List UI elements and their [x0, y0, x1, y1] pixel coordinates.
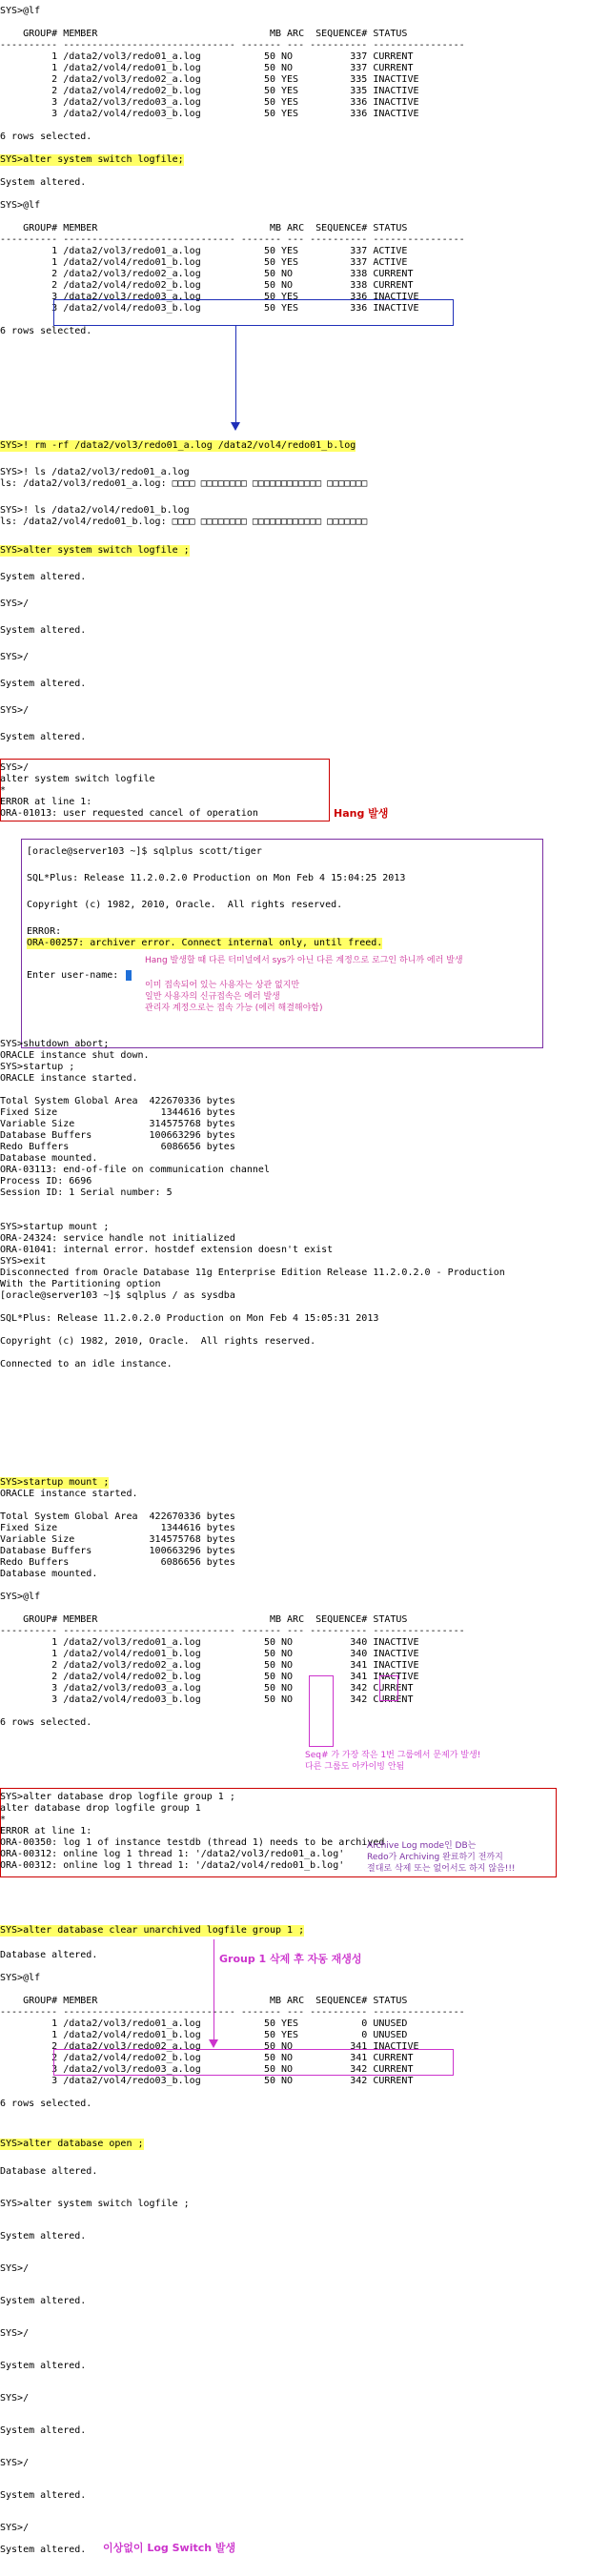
terminal-line: 1 /data2/vol3/redo01_a.log 50 YES 0 UNUSED	[0, 2018, 408, 2029]
terminal-line: GROUP# MEMBER MB ARC SEQUENCE# STATUS	[0, 29, 408, 39]
sqlplus-banner: SQL*Plus: Release 11.2.0.2.0 Production on Mon Feb 4 15:04:25 2013	[27, 873, 406, 883]
terminal-line: 2 /data2/vol3/redo02_a.log 50 NO 341 INACTIVE	[0, 1660, 419, 1671]
terminal-line: ORACLE instance started.	[0, 1489, 138, 1499]
terminal-line: ORA-00312: online log 1 thread 1: '/data2/vol3/redo01_a.log'	[0, 1849, 345, 1859]
terminal-line: Session ID: 1 Serial number: 5	[0, 1187, 173, 1198]
terminal-line: 6 rows selected.	[0, 326, 92, 336]
terminal-line: Total System Global Area 422670336 bytes	[0, 1511, 235, 1522]
ora-00257: ORA-00257: archiver error. Connect internal only, until freed.	[27, 938, 383, 948]
sqlplus-copyright: Copyright (c) 1982, 2010, Oracle. All rights reserved.	[27, 900, 343, 910]
terminal-line: 2 /data2/vol4/redo02_b.log 50 YES 335 INACTIVE	[0, 86, 419, 96]
terminal-line: 1 /data2/vol3/redo01_a.log 50 YES 337 ACTIVE	[0, 246, 408, 256]
terminal-line: ORA-00312: online log 1 thread 1: '/data2/vol4/redo01_b.log'	[0, 1860, 345, 1871]
terminal-line: ORA-01013: user requested cancel of operation	[0, 808, 258, 819]
rm-command: SYS>! rm -rf /data2/vol3/redo01_a.log /data2/vol4/redo01_b.log	[0, 440, 356, 451]
terminal-line: 2 /data2/vol3/redo02_a.log 50 NO 341 INACTIVE	[0, 2041, 419, 2052]
final-note: 이상없이 Log Switch 발생	[103, 2542, 236, 2554]
sqlplus-error: ERROR:	[27, 926, 62, 937]
terminal-line: *	[0, 785, 7, 796]
seq-note: Seq# 가 가장 작은 1번 그룹에서 문제가 발생! 다른 그룹도 아카이빙 안됨	[305, 1751, 481, 1772]
terminal-line: ORA-24324: service handle not initialized	[0, 1233, 235, 1244]
terminal-line: ---------- ------------------------------ ------- --- ---------- ----------------	[0, 40, 465, 51]
ls-output-2: ls: /data2/vol4/redo01_b.log: □□□□ □□□□□□□□ □□□□□□□□□□□□ □□□□□□□	[0, 517, 368, 527]
terminal-line: System altered.	[0, 177, 87, 188]
terminal-line: 3 /data2/vol3/redo03_a.log 50 YES 336 INACTIVE	[0, 97, 419, 108]
terminal-line: GROUP# MEMBER MB ARC SEQUENCE# STATUS	[0, 1614, 408, 1625]
terminal-line: SYS>/	[0, 762, 30, 773]
terminal-line: SYS>alter database drop logfile group 1 ;	[0, 1792, 235, 1802]
terminal-line: Connected to an idle instance.	[0, 1359, 173, 1369]
terminal-line: SYS>/	[0, 2458, 30, 2468]
terminal-line: 1 /data2/vol4/redo01_b.log 50 YES 337 ACTIVE	[0, 257, 408, 268]
terminal-line: 3 /data2/vol3/redo03_a.log 50 NO 342 CURRENT	[0, 2064, 414, 2075]
terminal-line: SYS>/	[0, 2523, 30, 2533]
terminal-line: With the Partitioning option	[0, 1279, 161, 1289]
terminal-line: SYS>alter system switch logfile ;	[0, 2199, 190, 2209]
terminal-line: Database altered.	[0, 2166, 98, 2177]
terminal-line: System altered.	[0, 2490, 87, 2501]
drop-note: Archive Log mode인 DB는 Redo가 Archiving 완료하기 전까지 절대로 삭제 또는 없어서도 하지 않음!!!	[367, 1841, 516, 1874]
terminal-line: 3 /data2/vol4/redo03_b.log 50 NO 342 CURRENT	[0, 2076, 414, 2086]
terminal-line: Variable Size 314575768 bytes	[0, 1534, 235, 1545]
startup-mount-command: SYS>startup mount ;	[0, 1477, 110, 1488]
unused-rows-box	[53, 2049, 454, 2076]
terminal-line: 2 /data2/vol4/redo02_b.log 50 NO 341 CURRENT	[0, 2053, 414, 2063]
final-altered: System altered.	[0, 2545, 87, 2555]
terminal-line: ERROR at line 1:	[0, 1826, 92, 1836]
terminal-line: System altered.	[0, 2296, 87, 2306]
terminal-line: 3 /data2/vol3/redo03_a.log 50 YES 336 INACTIVE	[0, 292, 419, 302]
terminal-line: Database Buffers 100663296 bytes	[0, 1130, 235, 1141]
terminal-line: 3 /data2/vol4/redo03_b.log 50 NO 342 CURRENT	[0, 1694, 414, 1705]
terminal-line: SYS>shutdown abort;	[0, 1039, 110, 1049]
terminal-line: alter database drop logfile group 1	[0, 1803, 201, 1814]
terminal-line: Redo Buffers 6086656 bytes	[0, 1557, 235, 1568]
slash-2: SYS>/	[0, 652, 30, 662]
terminal-line: SYS>exit	[0, 1256, 47, 1267]
terminal-line: ORACLE instance shut down.	[0, 1050, 150, 1061]
down-arrow-icon	[235, 326, 236, 426]
enter-username[interactable]: Enter user-name:	[27, 970, 119, 981]
terminal-line: GROUP# MEMBER MB ARC SEQUENCE# STATUS	[0, 223, 408, 233]
terminal-line: Database Buffers 100663296 bytes	[0, 1546, 235, 1556]
terminal-line: 2 /data2/vol3/redo02_a.log 50 NO 338 CURRENT	[0, 269, 414, 279]
terminal-line: Fixed Size 1344616 bytes	[0, 1107, 235, 1118]
terminal-line: 3 /data2/vol4/redo03_b.log 50 YES 336 INACTIVE	[0, 303, 419, 314]
terminal-line: 1 /data2/vol3/redo01_a.log 50 NO 337 CURRENT	[0, 51, 414, 62]
altered-3: System altered.	[0, 679, 87, 689]
terminal-line: [oracle@server103 ~]$ sqlplus / as sysdba	[0, 1290, 235, 1301]
altered-1: System altered.	[0, 572, 87, 582]
terminal-line: 3 /data2/vol4/redo03_b.log 50 YES 336 INACTIVE	[0, 109, 419, 119]
terminal-line: System altered.	[0, 2361, 87, 2371]
terminal-line: 1 /data2/vol3/redo01_a.log 50 NO 340 INACTIVE	[0, 1637, 419, 1648]
switch-command: SYS>alter system switch logfile ;	[0, 545, 190, 556]
terminal-line: 1 /data2/vol4/redo01_b.log 50 YES 0 UNUSED	[0, 2030, 408, 2040]
group1-note: Group 1 삭제 후 자동 재생성	[219, 1953, 362, 1965]
terminal-line: alter system switch logfile	[0, 774, 155, 784]
terminal-line: Disconnected from Oracle Database 11g Enterprise Edition Release 11.2.0.2.0 - Production	[0, 1268, 505, 1278]
terminal-line: Process ID: 6696	[0, 1176, 92, 1187]
terminal-line: ---------- ------------------------------ ------- --- ---------- ----------------	[0, 1626, 465, 1636]
terminal-line: Database mounted.	[0, 1569, 98, 1579]
terminal-line: 6 rows selected.	[0, 2099, 92, 2109]
terminal-line: ORA-00350: log 1 of instance testdb (thread 1) needs to be archived	[0, 1837, 385, 1848]
terminal-line: 3 /data2/vol3/redo03_a.log 50 NO 342 CURRENT	[0, 1683, 414, 1694]
terminal-line: Redo Buffers 6086656 bytes	[0, 1142, 235, 1152]
terminal-line: SYS>@lf	[0, 1592, 41, 1602]
active-rows-box	[53, 299, 454, 326]
terminal-line: ---------- ------------------------------ ------- --- ---------- ----------------	[0, 234, 465, 245]
terminal-line: SYS>@lf	[0, 200, 41, 211]
cursor	[126, 970, 132, 981]
terminal-line: Copyright (c) 1982, 2010, Oracle. All rights reserved.	[0, 1336, 316, 1347]
terminal-line: GROUP# MEMBER MB ARC SEQUENCE# STATUS	[0, 1996, 408, 2006]
terminal-line: SYS>/	[0, 2393, 30, 2404]
terminal-line: Variable Size 314575768 bytes	[0, 1119, 235, 1129]
hang-note: Hang 발생	[334, 807, 389, 820]
terminal-line: SQL*Plus: Release 11.2.0.2.0 Production on Mon Feb 4 15:05:31 2013	[0, 1313, 379, 1324]
connect-explain-note: 이미 접속되어 있는 사용자는 상관 없지만 일반 사용자의 신규접속은 에러 발생 관리자 계정으로는 접속 가능 (에러 해결해야함)	[145, 981, 323, 1013]
arrowhead-icon	[231, 422, 240, 431]
terminal-line: SYS>startup mount ;	[0, 1222, 110, 1232]
terminal-line: *	[0, 1815, 7, 1825]
altered-2: System altered.	[0, 625, 87, 636]
terminal-line: System altered.	[0, 2231, 87, 2241]
altered-4: System altered.	[0, 732, 87, 742]
seq-340-box	[379, 1675, 398, 1701]
ls-output-1: ls: /data2/vol3/redo01_a.log: □□□□ □□□□□□□□ □□□□□□□□□□□□ □□□□□□□	[0, 478, 368, 489]
terminal-line: 2 /data2/vol4/redo02_b.log 50 NO 341 INACTIVE	[0, 1672, 419, 1682]
terminal-line: ERROR at line 1:	[0, 797, 92, 807]
ls-command-2: SYS>! ls /data2/vol4/redo01_b.log	[0, 505, 190, 516]
terminal-line: SYS>/	[0, 2263, 30, 2274]
slash-1: SYS>/	[0, 598, 30, 609]
terminal-line: Fixed Size 1344616 bytes	[0, 1523, 235, 1533]
terminal-line: 2 /data2/vol4/redo02_b.log 50 NO 338 CURRENT	[0, 280, 414, 291]
terminal-line: 6 rows selected.	[0, 132, 92, 142]
terminal-line: SYS>startup ;	[0, 1062, 75, 1072]
terminal-line: ---------- ------------------------------ ------- --- ---------- ----------------	[0, 2007, 465, 2018]
terminal-line: SYS>@lf	[0, 1973, 41, 1983]
terminal-line: 1 /data2/vol4/redo01_b.log 50 NO 337 CURRENT	[0, 63, 414, 73]
arc-no-box	[309, 1675, 334, 1747]
terminal-line: System altered.	[0, 2425, 87, 2436]
sqlplus-login: [oracle@server103 ~]$ sqlplus scott/tiger	[27, 846, 262, 857]
terminal-line: Total System Global Area 422670336 bytes	[0, 1096, 235, 1106]
terminal-line: SYS>@lf	[0, 6, 41, 16]
terminal-line: Database mounted.	[0, 1153, 98, 1164]
terminal-line: 2 /data2/vol3/redo02_a.log 50 YES 335 INACTIVE	[0, 74, 419, 85]
terminal-line: SYS>/	[0, 2328, 30, 2339]
terminal-line: 6 rows selected.	[0, 1717, 92, 1728]
slash-3: SYS>/	[0, 705, 30, 716]
hang-explain-note: Hang 발생할 때 다른 터미널에서 sys가 아닌 다른 계정으로 로그인 하니까 에러 발생	[145, 956, 463, 965]
open-command: SYS>alter database open ;	[0, 2139, 144, 2149]
terminal-line: ORA-03113: end-of-file on communication channel	[0, 1165, 270, 1175]
terminal-line: 1 /data2/vol4/redo01_b.log 50 NO 340 INACTIVE	[0, 1649, 419, 1659]
terminal-line: ORACLE instance started.	[0, 1073, 138, 1084]
terminal-line: SYS>alter system switch logfile;	[0, 154, 184, 165]
terminal-line: ORA-01041: internal error. hostdef extension doesn't exist	[0, 1245, 334, 1255]
clear-logfile-command: SYS>alter database clear unarchived logfile group 1 ;	[0, 1925, 305, 1936]
terminal-line: Database altered.	[0, 1950, 98, 1960]
ls-command-1: SYS>! ls /data2/vol3/redo01_a.log	[0, 467, 190, 477]
